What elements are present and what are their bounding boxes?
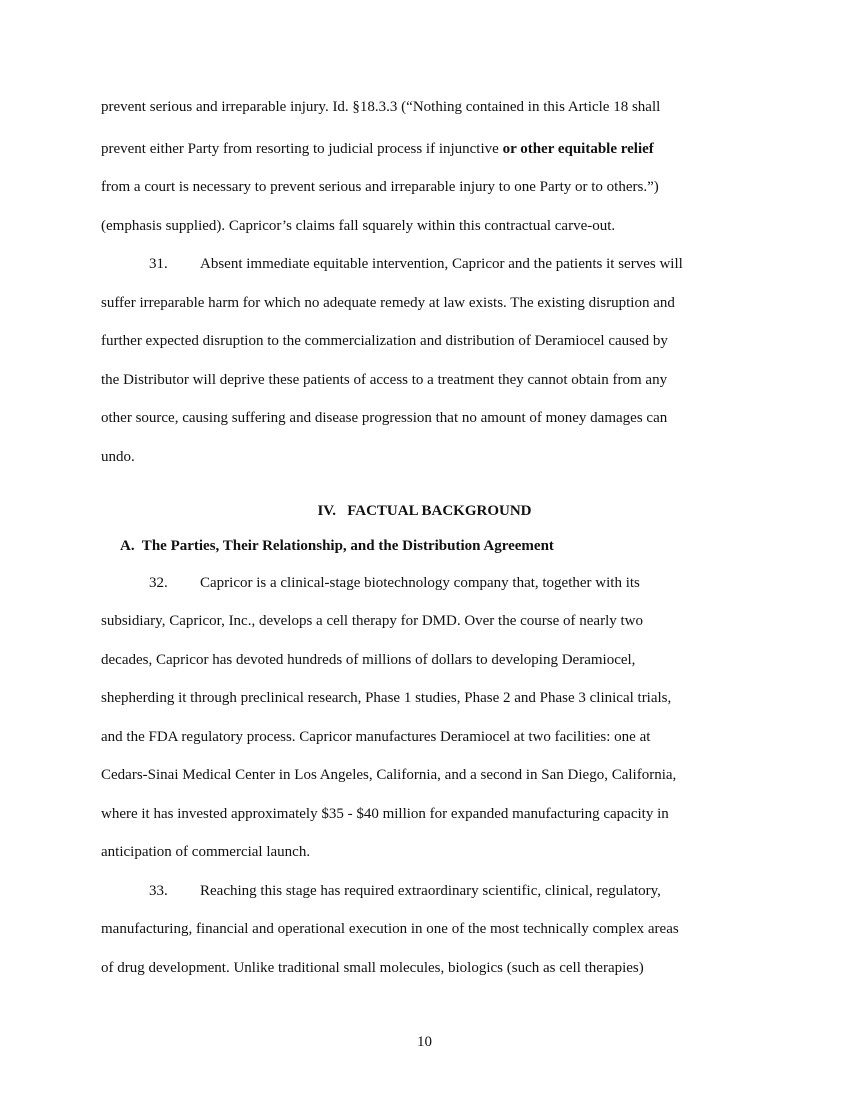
emphasized-text: or other equitable relief <box>502 141 654 157</box>
line-text: prevent serious and irreparable injury. Id. §18.3.3 (“Nothing contained in this Article 18 shall <box>101 99 661 115</box>
text-line <box>101 805 669 823</box>
line-text: anticipation of commercial launch. <box>101 844 311 860</box>
paragraph-number: 31. <box>149 256 168 272</box>
text-line <box>101 178 659 196</box>
text-line <box>101 766 676 784</box>
text-line <box>101 920 679 938</box>
paragraph-start <box>149 255 683 273</box>
paragraph-start <box>149 882 661 900</box>
line-text: Capricor is a clinical-stage biotechnology company that, together with its <box>200 575 640 591</box>
line-text: Absent immediate equitable intervention, Capricor and the patients it serves will <box>200 256 683 272</box>
line-text: shepherding it through preclinical research, Phase 1 studies, Phase 2 and Phase 3 clinical trials, <box>101 690 672 706</box>
line-text: manufacturing, financial and operational execution in one of the most technically complex areas <box>101 921 679 937</box>
line-text: from a court is necessary to prevent serious and irreparable injury to one Party or to others.”) <box>101 179 659 195</box>
paragraph-number: 33. <box>149 883 168 899</box>
line-text: subsidiary, Capricor, Inc., develops a cell therapy for DMD. Over the course of nearly two <box>101 613 643 629</box>
subsection-heading <box>120 537 554 555</box>
line-text: prevent either Party from resorting to judicial process if injunctive <box>101 141 503 157</box>
text-line <box>101 651 635 669</box>
line-text: further expected disruption to the commercialization and distribution of Deramiocel caused by <box>101 333 668 349</box>
text-line <box>101 612 643 630</box>
section-heading <box>0 502 849 520</box>
text-line <box>101 98 660 116</box>
text-line <box>101 728 650 746</box>
line-text: other source, causing suffering and disease progression that no amount of money damages can <box>101 410 668 426</box>
text-line <box>101 332 668 350</box>
text-line <box>101 843 310 861</box>
text-line <box>101 959 644 977</box>
text-line <box>101 140 654 158</box>
line-text: Reaching this stage has required extraordinary scientific, clinical, regulatory, <box>200 883 661 899</box>
paragraph-number: 32. <box>149 575 168 591</box>
text-line <box>101 448 135 466</box>
line-text: and the FDA regulatory process. Capricor manufactures Deramiocel at two facilities: one at <box>101 729 651 745</box>
line-text: decades, Capricor has devoted hundreds of millions of dollars to developing Deramiocel, <box>101 652 636 668</box>
paragraph-start <box>149 574 640 592</box>
line-text: the Distributor will deprive these patients of access to a treatment they cannot obtain from any <box>101 372 668 388</box>
line-text: where it has invested approximately $35 - $40 million for expanded manufacturing capacity in <box>101 806 669 822</box>
text-line <box>101 409 667 427</box>
subheading-text: A. The Parties, Their Relationship, and the Distribution Agreement <box>120 538 554 554</box>
text-line <box>101 294 675 312</box>
line-text: (emphasis supplied). Capricor’s claims fall squarely within this contractual carve-out. <box>101 218 616 234</box>
text-line <box>101 217 615 235</box>
heading-text: IV. FACTUAL BACKGROUND <box>317 503 532 519</box>
line-text: Cedars-Sinai Medical Center in Los Angeles, California, and a second in San Diego, California, <box>101 767 677 783</box>
page-number <box>0 1033 849 1051</box>
text-line <box>101 689 671 707</box>
line-text: suffer irreparable harm for which no adequate remedy at law exists. The existing disruption and <box>101 295 675 311</box>
page-number-text: 10 <box>417 1034 432 1050</box>
line-text: undo. <box>101 449 135 465</box>
text-line <box>101 371 667 389</box>
line-text: of drug development. Unlike traditional small molecules, biologics (such as cell therapies) <box>101 960 644 976</box>
